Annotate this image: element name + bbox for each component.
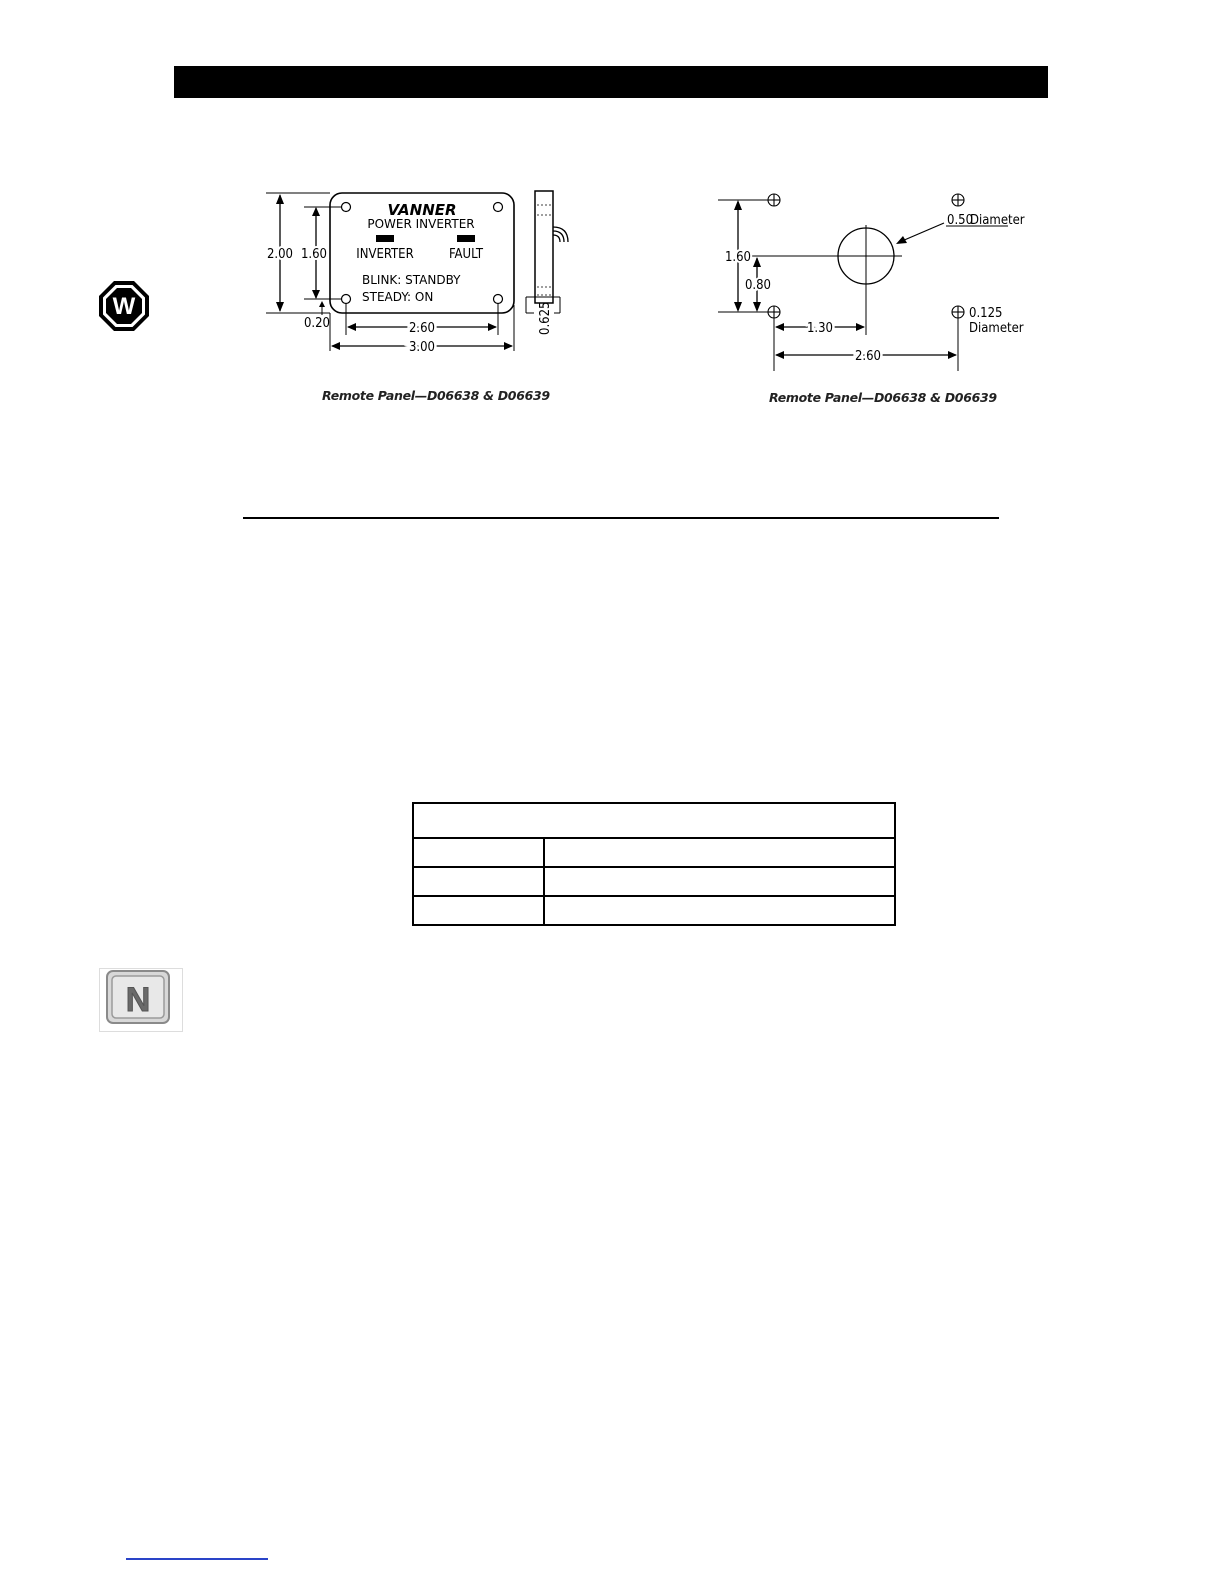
dim-offset: 0.20 bbox=[303, 316, 331, 331]
table-row bbox=[413, 838, 895, 867]
remote-panel-front-diagram bbox=[260, 185, 590, 360]
table-row bbox=[413, 896, 895, 925]
led-fault-label: FAULT bbox=[449, 247, 483, 262]
table-cell bbox=[413, 867, 544, 896]
table-header-row bbox=[413, 803, 895, 838]
table-cell bbox=[544, 867, 895, 896]
note-letter: N bbox=[125, 981, 151, 1019]
status-steady-label: STEADY: ON bbox=[362, 290, 434, 304]
section-header-bar bbox=[174, 66, 1048, 98]
dim-height-inner: 1.60 bbox=[300, 247, 328, 262]
note-n-icon bbox=[99, 968, 183, 1032]
panel-brand-label: VANNER bbox=[387, 201, 457, 219]
dim-depth: 0.625 bbox=[538, 301, 553, 335]
dim-horizontal: 2.60 bbox=[854, 349, 882, 364]
warning-letter: W bbox=[112, 293, 136, 320]
panel-product-label: POWER INVERTER bbox=[367, 217, 475, 231]
panel-cutout-diagram bbox=[716, 185, 1025, 370]
table-cell bbox=[413, 896, 544, 925]
led-inverter-label: INVERTER bbox=[356, 247, 414, 262]
spec-table bbox=[412, 802, 896, 926]
hole-small-value: 0.125 bbox=[969, 306, 1003, 321]
hole-large-value: 0.50 bbox=[947, 213, 974, 228]
table-cell bbox=[413, 838, 544, 867]
dim-center-vertical: 0.80 bbox=[744, 278, 772, 293]
warning-w-icon bbox=[98, 280, 150, 332]
dim-center-horizontal: 1.30 bbox=[806, 321, 834, 336]
hole-small-unit: Diameter bbox=[969, 321, 1024, 336]
hole-large-unit: Diameter bbox=[970, 213, 1025, 228]
table-cell bbox=[544, 896, 895, 925]
dim-height-outer: 2.00 bbox=[266, 247, 294, 262]
dim-vertical: 1.60 bbox=[724, 250, 752, 265]
dim-width-inner: 2.60 bbox=[408, 321, 436, 336]
left-figure-caption: Remote Panel—D06638 & D06639 bbox=[322, 388, 550, 403]
section-divider bbox=[243, 517, 999, 519]
footer-link-underline[interactable] bbox=[126, 1558, 268, 1560]
table-cell bbox=[544, 838, 895, 867]
table-header-cell bbox=[413, 803, 895, 838]
status-blink-label: BLINK: STANDBY bbox=[362, 273, 461, 287]
dim-width-outer: 3.00 bbox=[408, 340, 436, 355]
table-row bbox=[413, 867, 895, 896]
right-figure-caption: Remote Panel—D06638 & D06639 bbox=[769, 390, 997, 405]
